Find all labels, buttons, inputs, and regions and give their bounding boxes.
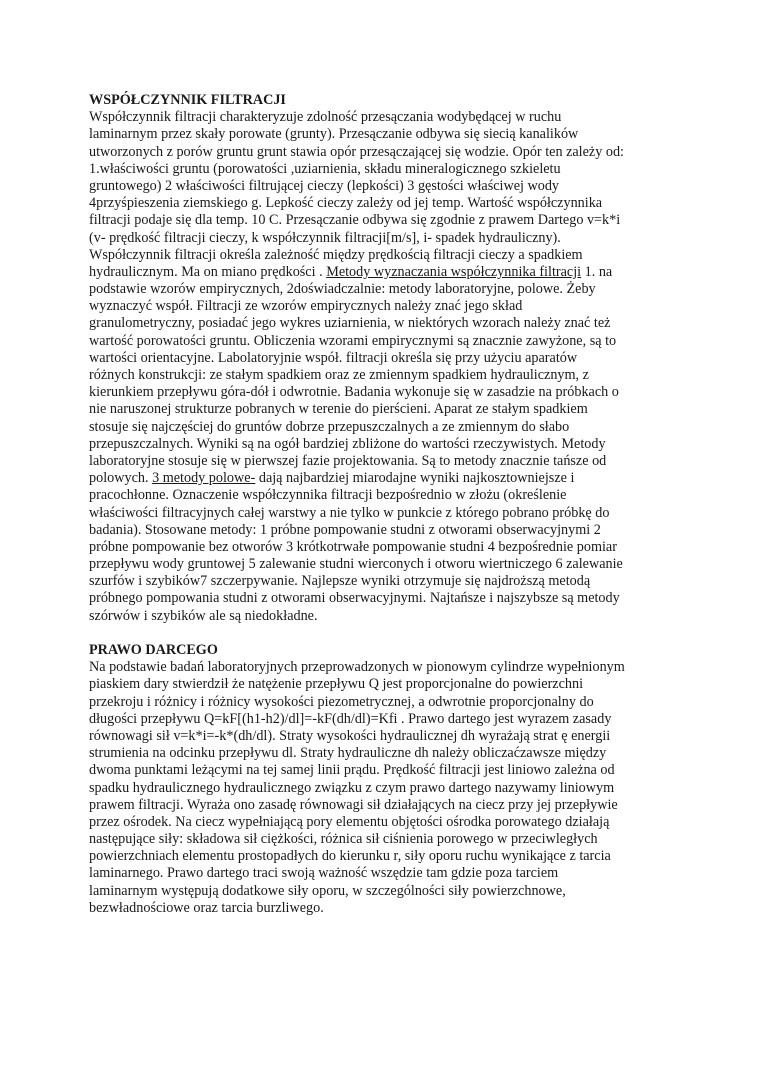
text-line: Na podstawie badań laboratoryjnych przeprowadzonych w pionowym cylindrze wypełnionym xyxy=(89,659,625,676)
text-line: wyznaczyć współ. Filtracji ze wzorów empirycznych należy znać jego skład xyxy=(89,298,523,315)
text-line: piaskiem dary stwierdził że natężenie przepływu Q jest proporcjonalne do powierzchni xyxy=(89,676,584,693)
text-line: następujące siły: składowa sił ciężkości, różnica sił ciśnienia porowego w przeciwległych xyxy=(89,831,598,848)
text-line: przepuszczalnych. Wyniki są na ogół bardziej zbliżone do wartości rzeczywistych. Metody xyxy=(89,435,606,452)
text-line: próbne pompowanie bez otworów 3 krótkotrwałe pompowanie studni 4 bezpośrednie pomiar xyxy=(89,538,617,555)
underlined-heading-methods: Metody wyznaczania współczynnika filtracji xyxy=(326,263,582,280)
text-line: laminarnym przez skały porowate (grunty). Przesączanie odbywa się siecią kanalików xyxy=(89,126,579,143)
paragraph-gap xyxy=(89,625,687,642)
section-heading-filtration-coefficient: WSPÓŁCZYNNIK FILTRACJI xyxy=(89,92,286,108)
text-line: przepływu wody gruntowej 5 zalewanie studni wierconych i otworu wiertniczego 6 zalewanie xyxy=(89,556,623,573)
text-line: spadku hydraulicznego hydraulicznego związku z czym prawo dartego nazywamy liniowym xyxy=(89,779,615,796)
text-line: wartość porowatości gruntu. Obliczenia wzorami empirycznymi są znacznie zawyżone, są to xyxy=(89,332,617,349)
text-line: filtracji podaje się dla temp. 10 C. Przesączanie odbywa się zgodnie z prawem Dartego v=k*i xyxy=(89,212,621,229)
text-line: Współczynnik filtracji określa zależność między prędkością filtracji cieczy a spadkiem xyxy=(89,246,583,263)
text-line: laboratoryjne stosuje się w pierwszej fazie projektowania. Są to metody znacznie tańsze od xyxy=(89,452,607,469)
text-line: stosuje się najczęściej do gruntów dobrze przepuszczalnych a ze zmiennym do słabo xyxy=(89,418,570,435)
paragraph-filtration-coefficient xyxy=(89,109,687,625)
text-line: powierzchniach elementu prostopadłych do kierunku r, siły oporu ruchu wynikające z tarcia xyxy=(89,848,611,865)
document-page xyxy=(89,92,687,917)
text-line: właściwości filtracyjnych całej warstwy a nie tylko w punkcie z którego pobrano próbkę do xyxy=(89,504,610,521)
text-line: laminarnym występują dodatkowe siły oporu, w szczególności siły powierzchnowe, xyxy=(89,882,566,899)
text-line: przekroju i różnicy i różnicy wysokości piezometrycznej, a odwrotnie proporcjonalny do xyxy=(89,693,594,710)
text-line: szurfów i szybików7 szczerpywanie. Najlepsze wyniki otrzymuje się najdroższą metodą xyxy=(89,573,591,590)
text-line: utworzonych z porów gruntu grunt stawia opór przesączającej się wodzie. Opór ten zależy od: xyxy=(89,143,624,160)
text-line: 4przyśpieszenia ziemskiego g. Lepkość cieczy zależy od jej temp. Wartość współczynnika xyxy=(89,195,603,212)
text-line: strumienia na odcinku przepływu dl. Straty hydrauliczne dh należy obliczaćzawsze między xyxy=(89,745,607,762)
text-run: 1. na xyxy=(581,263,613,280)
text-line: szórwów i szybików ale są niedokładne. xyxy=(89,607,318,624)
text-line: 1.właściwości gruntu (porowatości ,uziarnienia, składu mineralogicznego szkieletu xyxy=(89,160,561,177)
text-line: równowagi sił v=k*i=-k*(dh/dl). Straty wysokości hydraulicznej dh wyrażają strat ę energii xyxy=(89,727,611,744)
text-line: (v- prędkość filtracji cieczy, k współczynnik filtracji[m/s], i- spadek hydrauliczny). xyxy=(89,229,561,246)
text-line: pracochłonne. Oznaczenie współczynnika filtracji bezpośrednio w złożu (określenie xyxy=(89,487,567,504)
text-run: dają najbardziej miarodajne wyniki najkosztowniejsze i xyxy=(255,470,575,487)
text-line: nie naruszonej strukturze pobranych w terenie do pierścieni. Aparat ze stałym spadkiem xyxy=(89,401,588,418)
text-line: próbnego pompowania studni z otworami obserwacyjnymi. Najtańsze i najszybsze są metody xyxy=(89,590,620,607)
text-line: kierunkiem przepływu góra-dół i odwrotnie. Badania wykonuje się w zasadzie na próbkach o xyxy=(89,384,619,401)
text-line: różnych konstrukcji: ze stałym spadkiem oraz ze zmiennym spadkiem hydraulicznym, z xyxy=(89,367,589,383)
text-line: dwoma punktami leżącymi na tej samej linii prądu. Prędkość filtracji jest liniowo zależna od xyxy=(89,762,615,779)
text-run: hydraulicznym. Ma on miano prędkości . xyxy=(89,263,327,280)
text-run: polowych. xyxy=(89,470,153,487)
text-line xyxy=(89,264,687,281)
text-line: długości przepływu Q=kF[(h1-h2)/dl]=-kF(dh/dl)=Kfi . Prawo dartego jest wyrazem zasady xyxy=(89,710,612,727)
text-line: bezwładnościowe oraz tarcia burzliwego. xyxy=(89,899,324,916)
paragraph-darcy-law xyxy=(89,659,687,917)
text-line: podstawie wzorów empirycznych, 2doświadczalnie: metody laboratoryjne, polowe. Żeby xyxy=(89,281,596,298)
text-line: Współczynnik filtracji charakteryzuje zdolność przesączania wodybędącej w ruchu xyxy=(89,109,562,126)
text-line: laminarnego. Prawo dartego traci swoją ważność wszędzie tam gdzie poza tarciem xyxy=(89,865,559,882)
section-heading-darcy-law: PRAWO DARCEGO xyxy=(89,642,218,658)
text-line: granulometryczny, posiadać jego wykres uziarnienia, w niektórych wzorach należy znać też xyxy=(89,315,611,332)
text-line: wartości orientacyjne. Labolatoryjnie współ. filtracji określa się przy użyciu aparatów xyxy=(89,349,578,366)
text-line: prawem filtracji. Wyraża ono zasadę równowagi sił działających na ciecz przy jej przepływie xyxy=(89,796,618,813)
underlined-heading-field-methods: 3 metody polowe- xyxy=(152,470,256,487)
text-line xyxy=(89,470,687,487)
text-line: przez ośrodek. Na ciecz wypełniającą pory elementu objętości ośrodka porowatego działają xyxy=(89,813,610,830)
text-line: gruntowego) 2 właściwości filtrującej cieczy (lepkości) 3 gęstości właściwej wody xyxy=(89,177,560,194)
text-line: badania). Stosowane metody: 1 próbne pompowanie studni z otworami obserwacyjnymi 2 xyxy=(89,521,601,538)
